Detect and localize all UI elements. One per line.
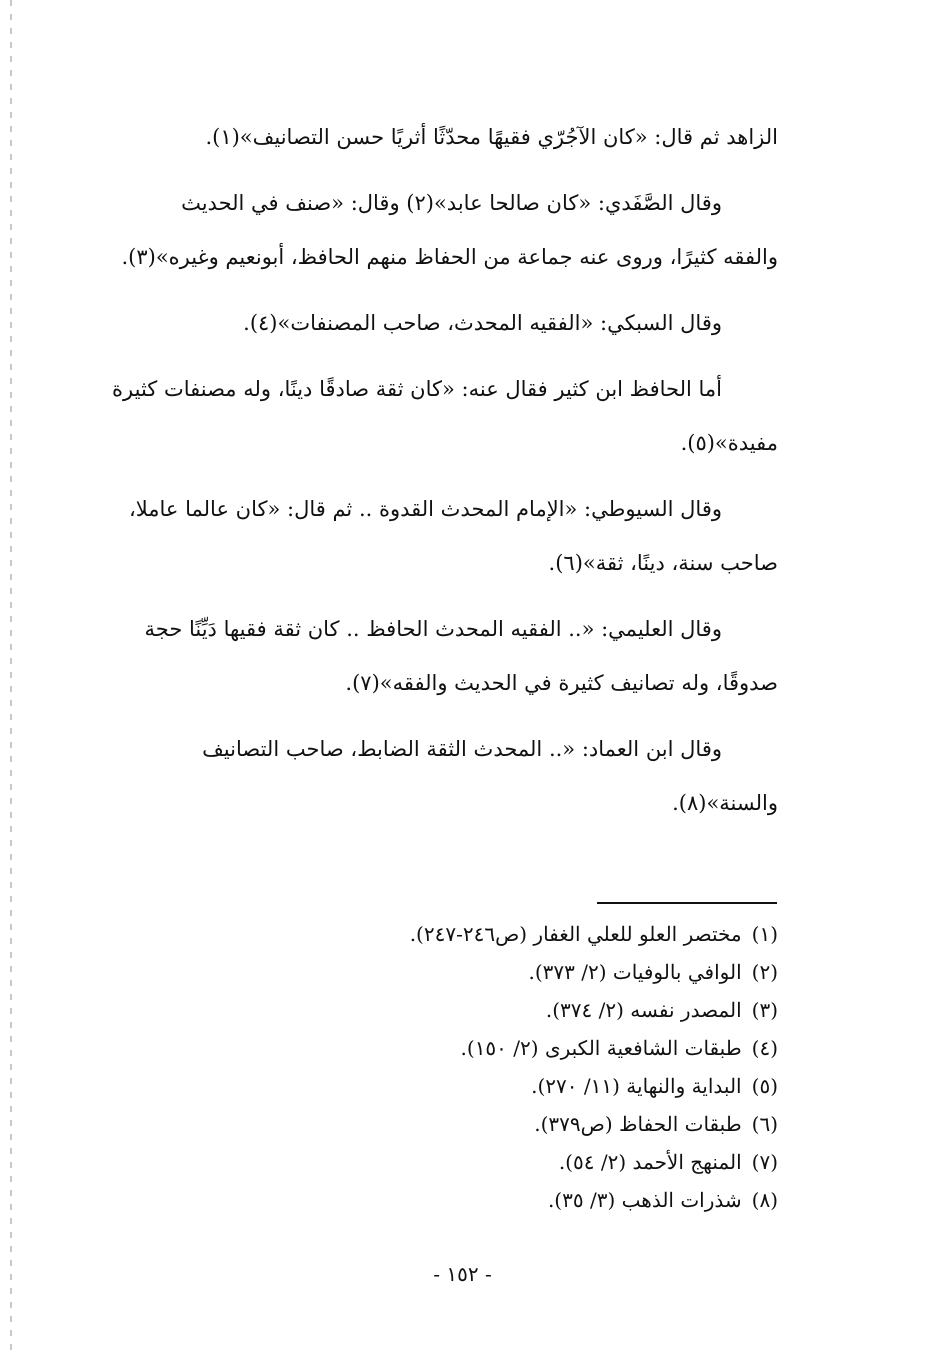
text-line: أما الحافظ ابن كثير فقال عنه: «كان ثقة صادقًا دينًا، وله مصنفات كثيرة: [112, 377, 722, 401]
paragraph-7: [74, 722, 778, 830]
footnote-text: مختصر العلو للعلي الغفار (ص٢٤٦-٢٤٧).: [409, 922, 742, 946]
footnote-text: الوافي بالوفيات (٢/ ٣٧٣).: [528, 960, 742, 984]
footnote-text: المنهج الأحمد (٢/ ٥٤).: [558, 1150, 742, 1174]
text-line: والسنة»(٨).: [672, 791, 778, 815]
footnote-number: (٤): [751, 1036, 778, 1060]
text-line: وقال السبكي: «الفقيه المحدث، صاحب المصنفات»(٤).: [243, 311, 722, 335]
text-line: مفيدة»(٥).: [680, 431, 778, 455]
text-line: صاحب سنة، دينًا، ثقة»(٦).: [548, 551, 778, 575]
text-line: الزاهد ثم قال: «كان الآجُرّي فقيهًا محدّثًا أثريًا حسن التصانيف»(١).: [205, 125, 778, 149]
paragraph-4: [74, 362, 778, 470]
main-text: [74, 110, 778, 830]
text-line: وقال الصَّفَدي: «كان صالحا عابد»(٢) وقال: «صنف في الحديث: [181, 191, 722, 215]
footnote-number: (٣): [751, 998, 778, 1022]
footnote-text: طبقات الشافعية الكبرى (٢/ ١٥٠).: [460, 1036, 742, 1060]
footnote-item: [300, 1143, 778, 1181]
footnote-text: طبقات الحفاظ (ص٣٧٩).: [534, 1112, 742, 1136]
footnote-text: شذرات الذهب (٣/ ٣٥).: [547, 1188, 742, 1212]
paragraph-3: [74, 296, 778, 350]
footnote-item: [300, 1105, 778, 1143]
footnote-separator: [597, 902, 777, 904]
paragraph-2: [74, 176, 778, 284]
page-number: - ١٥٢ -: [433, 1262, 492, 1286]
footnote-text: المصدر نفسه (٢/ ٣٧٤).: [545, 998, 742, 1022]
footnote-number: (٥): [751, 1074, 778, 1098]
footnote-number: (٨): [751, 1188, 778, 1212]
footnote-number: (٢): [751, 960, 778, 984]
text-line: وقال ابن العماد: «.. المحدث الثقة الضابط، صاحب التصانيف: [202, 737, 722, 761]
footnote-item: [300, 1181, 778, 1219]
footnote-item: [300, 915, 778, 953]
paragraph-5: [74, 482, 778, 590]
footnotes: [300, 915, 778, 1219]
footnote-number: (١): [751, 922, 778, 946]
paragraph-6: [74, 602, 778, 710]
text-line: والفقه كثيرًا، وروى عنه جماعة من الحفاظ منهم الحافظ، أبونعيم وغيره»(٣).: [121, 245, 778, 269]
footnote-item: [300, 1067, 778, 1105]
paragraph-1: [74, 110, 778, 164]
footnote-number: (٧): [751, 1150, 778, 1174]
footnote-text: البداية والنهاية (١١/ ٢٧٠).: [531, 1074, 742, 1098]
text-line: وقال السيوطي: «الإمام المحدث القدوة .. ثم قال: «كان عالما عاملا،: [128, 497, 722, 521]
text-line: صدوقًا، وله تصانيف كثيرة في الحديث والفقه»(٧).: [345, 671, 778, 695]
scan-binding-edge: [10, 0, 12, 1352]
footnote-number: (٦): [751, 1112, 778, 1136]
text-line: وقال العليمي: «.. الفقيه المحدث الحافظ .. كان ثقة فقيها دَيِّنًا حجة: [144, 617, 722, 641]
footnote-item: [300, 953, 778, 991]
footnote-item: [300, 991, 778, 1029]
footnote-item: [300, 1029, 778, 1067]
